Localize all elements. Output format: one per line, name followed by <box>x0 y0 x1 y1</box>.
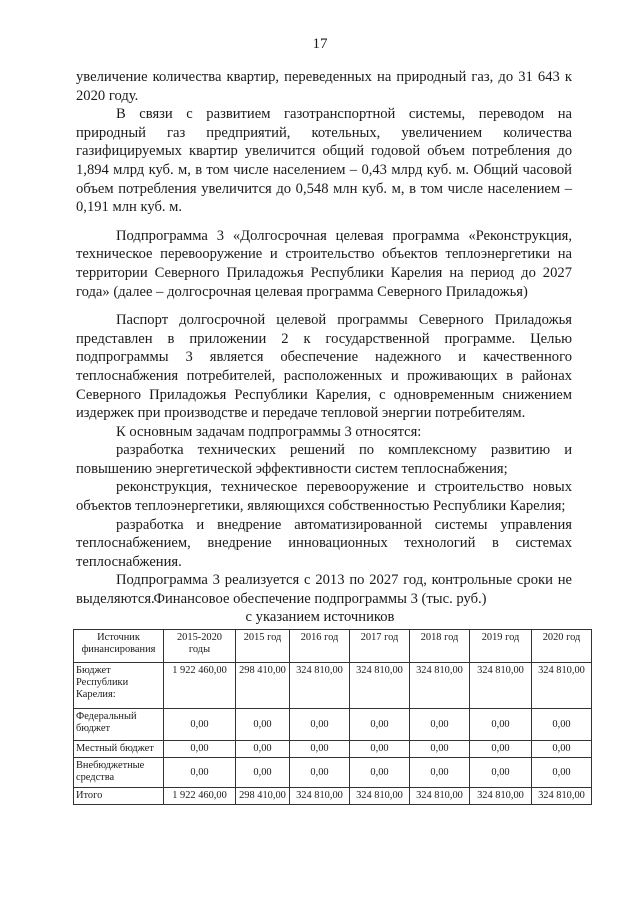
cell-value: 0,00 <box>410 758 470 788</box>
cell-value: 0,00 <box>470 741 532 758</box>
table-row <box>74 709 592 741</box>
paragraph-gas-consumption: В связи с развитием газотранспортной системы, переводом на природный газ предприятий, котельных, увеличением количества газифицируемых квартир увеличится общий годовой объем потребления до 1,894 млрд куб. м, в том числе населением – 0,43 млрд куб. м. Общий часовой объем потребления увеличится до 0,548 млн куб. м, в том числе населением – 0,191 млн куб. м. <box>76 106 572 216</box>
header-2017: 2017 год <box>350 630 410 663</box>
cell-value: 0,00 <box>164 709 236 741</box>
paragraph-task-3: разработка и внедрение автоматизированной системы управления теплоснабжением, внедрение инновационных технологий в системах теплоснабжения. <box>76 516 572 570</box>
paragraph-timeline: Подпрограмма 3 реализуется с 2013 по 2027 год, контрольные сроки не выделяются. <box>76 572 572 608</box>
header-2019: 2019 год <box>470 630 532 663</box>
cell-value: 0,00 <box>532 709 592 741</box>
table-row-total <box>74 788 592 805</box>
cell-value: 298 410,00 <box>236 663 290 709</box>
cell-value: 0,00 <box>350 709 410 741</box>
table-header-row <box>74 630 592 663</box>
cell-value: 0,00 <box>236 709 290 741</box>
cell-value: 324 810,00 <box>290 788 350 805</box>
row-source: Внебюджетные средства <box>74 758 164 788</box>
cell-value: 324 810,00 <box>470 788 532 805</box>
financing-title <box>0 590 640 626</box>
cell-value: 0,00 <box>290 758 350 788</box>
row-source: Федеральный бюджет <box>74 709 164 741</box>
cell-value: 0,00 <box>532 758 592 788</box>
paragraph-passport: Паспорт долгосрочной целевой программы Северного Приладожья представлен в приложении 2 к государственной программе. Целью подпрограммы 3 является обеспечение надежного и качественного теплоснабжения потребителей, расположенных и проживающих в районах Северного Приладожья Республики Карелия, с одновременным снижением издержек при производстве и передаче тепловой энергии потребителям. <box>76 312 572 422</box>
financing-title-line-2: с указанием источников <box>245 609 395 625</box>
paragraph-tasks-intro: К основным задачам подпрограммы 3 относятся: <box>116 423 422 440</box>
header-2018: 2018 год <box>410 630 470 663</box>
header-2020: 2020 год <box>532 630 592 663</box>
financing-title-line-1: Финансовое обеспечение подпрограммы 3 (тыс. руб.) <box>153 591 487 607</box>
row-source: Местный бюджет <box>74 741 164 758</box>
cell-value: 0,00 <box>350 741 410 758</box>
header-2015-2020: 2015-2020 годы <box>164 630 236 663</box>
cell-value: 0,00 <box>290 709 350 741</box>
cell-value: 0,00 <box>350 758 410 788</box>
cell-value: 1 922 460,00 <box>164 663 236 709</box>
page-number: 17 <box>312 36 328 52</box>
header-2016: 2016 год <box>290 630 350 663</box>
cell-value: 0,00 <box>470 709 532 741</box>
cell-value: 0,00 <box>470 758 532 788</box>
table-row <box>74 758 592 788</box>
body-text <box>76 68 572 609</box>
header-source: Источник финансирования <box>74 630 164 663</box>
cell-value: 0,00 <box>290 741 350 758</box>
paragraph-task-2: реконструкция, техническое перевооружение и строительство новых объектов теплоэнергетики, являющихся собственностью Республики Карелия; <box>76 479 572 515</box>
cell-value: 324 810,00 <box>470 663 532 709</box>
header-2015: 2015 год <box>236 630 290 663</box>
cell-value: 0,00 <box>236 741 290 758</box>
row-source: Итого <box>74 788 164 805</box>
paragraph-task-1: разработка технических решений по комплексному развитию и повышению энергетической эффективности систем теплоснабжения; <box>76 442 572 477</box>
cell-value: 324 810,00 <box>410 788 470 805</box>
paragraph-subprogram-title: Подпрограмма 3 «Долгосрочная целевая программа «Реконструкция, техническое перевооружение и строительство объектов теплоэнергетики на территории Северного Приладожья Республики Карелия на период до 2027 года» (далее – долгосрочная целевая программа Северного Приладожья) <box>76 227 572 300</box>
cell-value: 1 922 460,00 <box>164 788 236 805</box>
table-row <box>74 663 592 709</box>
cell-value: 324 810,00 <box>290 663 350 709</box>
cell-value: 0,00 <box>410 709 470 741</box>
table-row <box>74 741 592 758</box>
cell-value: 0,00 <box>532 741 592 758</box>
cell-value: 0,00 <box>236 758 290 788</box>
cell-value: 0,00 <box>410 741 470 758</box>
cell-value: 324 810,00 <box>350 788 410 805</box>
cell-value: 298 410,00 <box>236 788 290 805</box>
row-source: Бюджет Республики Карелия: <box>74 663 164 709</box>
financing-table <box>73 629 592 805</box>
cell-value: 324 810,00 <box>350 663 410 709</box>
cell-value: 0,00 <box>164 758 236 788</box>
paragraph-gas-apartments: увеличение количества квартир, переведенных на природный газ, до 31 643 к 2020 году. <box>76 69 572 104</box>
cell-value: 0,00 <box>164 741 236 758</box>
cell-value: 324 810,00 <box>410 663 470 709</box>
cell-value: 324 810,00 <box>532 788 592 805</box>
cell-value: 324 810,00 <box>532 663 592 709</box>
